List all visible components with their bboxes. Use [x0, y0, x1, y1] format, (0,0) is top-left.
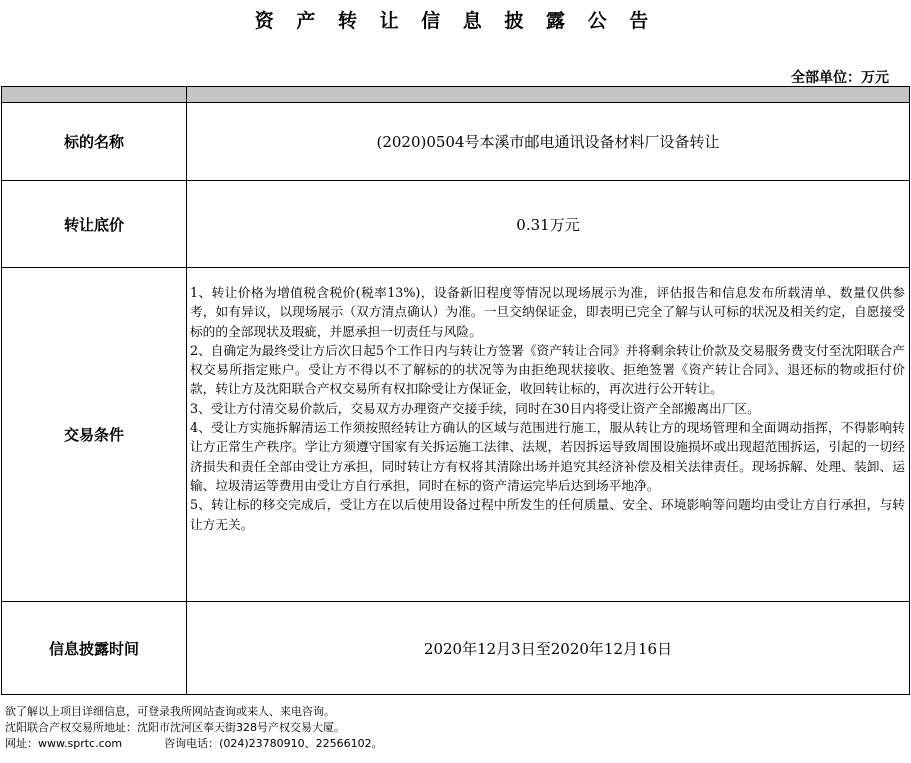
row-label-terms: 交易条件	[2, 268, 187, 602]
terms-item: 1、转让价格为增值税含税价(税率13%)，设备新旧程度等情况以现场展示为准，评估报告和信息发布所载清单、数量仅供参考，如有异议，以现场展示（双方清点确认）为准。一旦交纳保证金，即表明已完全了解与认可标的状况及相关约定，自愿接受标的的全部现状及瑕疵，并愿承担一切责任与风险。	[190, 285, 905, 339]
terms-item: 5、转让标的移交完成后，受让方在以后使用设备过程中所发生的任何质量、安全、环境影响等问题均由受让方自行承担，与转让方无关。	[190, 497, 905, 532]
table-header-row	[2, 87, 910, 103]
reserve-price-value: 0.31万元	[187, 181, 910, 268]
row-label-price: 转让底价	[2, 181, 187, 268]
info-table	[1, 86, 910, 695]
subject-name-value: (2020)0504号本溪市邮电通讯设备材料厂设备转让	[187, 103, 910, 181]
disclosure-period-value: 2020年12月3日至2020年12月16日	[187, 602, 910, 695]
footer-website: 网址：www.sprtc.com	[5, 737, 123, 750]
terms-item: 4、受让方实施拆解清运工作须按照经转让方确认的区域与范围进行施工，服从转让方的现场管理和全面调动指挥，不得影响转让方正常生产秩序。学让方须遵守国家有关拆运施工法律、法规，若因拆运导致周围设施损坏或出现超范围拆运，引起的一切经济损失和责任全部由受让方承担，同时转让方有权将其清除出场并追究其经济补偿及相关法律责任。现场拆解、处理、装卸、运输、垃圾清运等费用由受让方自行承担，同时在标的资产清运完毕后达到场平地净。	[190, 420, 905, 493]
footer-phone: 咨询电话：(024)23780910、22566102。	[164, 737, 383, 750]
table-row	[2, 268, 910, 602]
table-row	[2, 181, 910, 268]
terms-item: 3、受让方付清交易价款后，交易双方办理资产交接手续，同时在30日内将受让资产全部搬离出厂区。	[190, 400, 760, 416]
footer-contact	[5, 736, 383, 752]
footer-inquiry-note: 欲了解以上项目详细信息，可登录我所网站查询或来人、来电咨询。	[5, 705, 335, 718]
header-cell-right	[187, 87, 910, 103]
table-row	[2, 103, 910, 181]
terms-cell	[187, 268, 910, 602]
footer-address: 沈阳联合产权交易所地址：沈阳市沈河区奉天街328号产权交易大厦。	[5, 721, 345, 734]
terms-list	[187, 268, 909, 544]
unit-label: 全部单位：万元	[791, 70, 889, 86]
terms-item: 2、自确定为最终受让方后次日起5个工作日内与转让方签署《资产转让合同》并将剩余转让价款及交易服务费支付至沈阳联合产权交易所指定账户。受让方不得以不了解标的的状况等为由拒绝现状接收、拒绝签署《资产转让合同》、退还标的物或拒付价款，转让方及沈阳联合产权交易所有权扣除受让方保证金，收回转让标的，再次进行公开转让。	[190, 342, 905, 397]
header-cell-left	[2, 87, 187, 103]
footer	[5, 704, 383, 752]
row-label-name: 标的名称	[2, 103, 187, 181]
table-row	[2, 602, 910, 695]
page-title: 资 产 转 让 信 息 披 露 公 告	[254, 10, 657, 32]
row-label-period: 信息披露时间	[2, 602, 187, 695]
